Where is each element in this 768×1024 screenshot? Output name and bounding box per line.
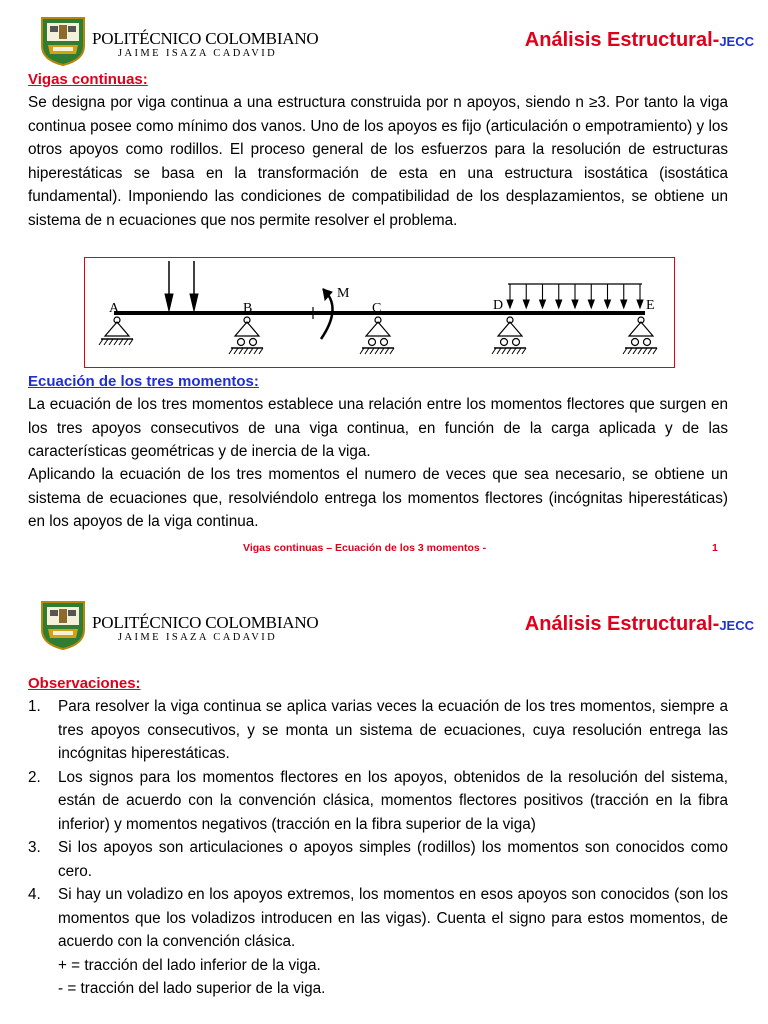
observations-list — [28, 695, 728, 1001]
support-d-roller — [492, 317, 526, 354]
distributed-load-arrow — [621, 284, 627, 308]
institution-name: POLITÉCNICO COLOMBIANO — [92, 29, 319, 48]
distributed-load-arrow — [572, 284, 578, 308]
list-item — [28, 695, 728, 766]
list-item-number: 3. — [28, 839, 41, 856]
continuous-beam-diagram — [84, 257, 675, 368]
list-item-number: 4. — [28, 886, 41, 903]
distributed-load-arrow — [507, 284, 513, 308]
slide-footer — [0, 542, 768, 556]
sign-convention-positive: + = tracción del lado inferior de la viga. — [58, 956, 321, 974]
support-b-roller — [229, 317, 263, 354]
institution-name: POLITÉCNICO COLOMBIANO — [92, 613, 319, 632]
list-item — [28, 883, 728, 1001]
apply-paragraph: Aplicando la ecuación de los tres momentos el numero de veces que sea necesario, se obtiene un sistema de ecuaciones que, resolviéndolo entrega los momentos flectores (incógnitas hiperestáticas) en los apoyos de la viga continua. — [28, 466, 728, 530]
point-load-arrow-1 — [165, 261, 173, 311]
distributed-load-arrow — [605, 284, 611, 308]
list-item-text: Si los apoyos son articulaciones o apoyos simples (rodillos) los momentos son conocidos como cero. — [58, 839, 728, 880]
list-item-text: Para resolver la viga continua se aplica varias veces la ecuación de los tres momentos, siempre a tres apoyos consecutivos, y se monta un sistema de ecuaciones, cuya resolución entrega las incógnitas hiperestáticas. — [58, 698, 728, 762]
list-item-number: 1. — [28, 698, 41, 715]
intro-paragraph: Se designa por viga continua a una estructura construida por n apoyos, siendo n ≥3. Por tanto la viga continua posee como mínimo dos vanos. Uno de los apoyos es fijo (articulación o empotramiento) y los otros apoyos como rodillos. El proceso general de los esfuerzos para la resolución de estructuras hiperestáticas se basa en la transformación de esta en una estructura isostática (isostática fundamental). Imponiendo las condiciones de compatibilidad de los desplazamientos, se obtiene un sistema de n ecuaciones que nos permite resolver el problema. — [28, 94, 728, 229]
course-title-block — [525, 30, 754, 50]
institution-subtitle: JAIME ISAZA CADAVID — [118, 632, 278, 643]
distributed-load-arrow — [523, 284, 529, 308]
distributed-load-arrows — [507, 284, 643, 308]
course-title-block — [525, 614, 754, 634]
distributed-load-arrow — [588, 284, 594, 308]
institution-name-block — [92, 614, 319, 644]
institution-subtitle: JAIME ISAZA CADAVID — [118, 48, 278, 59]
support-a-pin — [99, 317, 133, 345]
distributed-load-arrow — [540, 284, 546, 308]
list-item — [28, 836, 728, 883]
label-b: B — [243, 301, 253, 316]
footer-text: Vigas continuas – Ecuación de los 3 momentos - — [243, 542, 487, 554]
slide-header — [0, 0, 768, 70]
distributed-load-arrow — [637, 284, 643, 308]
institution-logo-icon — [40, 600, 86, 650]
list-item — [28, 766, 728, 837]
label-d: D — [493, 298, 504, 313]
list-item-text: Si hay un voladizo en los apoyos extremos, los momentos en esos apoyos son conocidos (son los momentos que los voladizos introducen en las vigas). Cuenta el signo para estos momentos, de acuerdo con la convención clásica. — [58, 886, 728, 950]
label-a: A — [109, 301, 120, 316]
section-heading-three-moments: Ecuación de los tres momentos: — [28, 373, 259, 390]
support-c-roller — [360, 317, 394, 354]
support-e-roller — [623, 317, 657, 354]
slide-2 — [0, 584, 768, 1024]
label-m: M — [337, 286, 350, 301]
point-load-arrow-2 — [190, 261, 198, 311]
course-title: Análisis Estructural- — [524, 29, 720, 51]
page-number: 1 — [712, 542, 718, 554]
section-heading-observaciones: Observaciones: — [28, 675, 141, 692]
beam-svg — [85, 258, 674, 367]
course-title: Análisis Estructural- — [524, 613, 720, 635]
list-item-number: 2. — [28, 768, 41, 786]
three-moments-paragraph: La ecuación de los tres momentos establece una relación entre los momentos flectores que surgen en los tres apoyos consecutivos de una viga continua, en función de la carga aplicada y de las características geométricas y de inercia de la viga. — [28, 396, 728, 460]
label-c: C — [372, 301, 382, 316]
sign-convention-negative: - = tracción del lado superior de la viga. — [58, 980, 326, 997]
label-e: E — [646, 298, 655, 313]
course-tag: JECC — [719, 618, 754, 633]
slide-header — [0, 584, 768, 654]
course-tag: JECC — [719, 34, 754, 49]
institution-name-block — [92, 30, 319, 60]
distributed-load-arrow — [556, 284, 562, 308]
institution-logo-icon — [40, 16, 86, 66]
list-item-text: Los signos para los momentos flectores en los apoyos, obtenidos de la resolución del sistema, están de acuerdo con la convención clásica, momentos flectores positivos (tracción en la fibra inferior) y momentos negativos (tracción en la fibra superior de la viga) — [58, 768, 728, 833]
section-heading-vigas: Vigas continuas: — [28, 71, 148, 88]
